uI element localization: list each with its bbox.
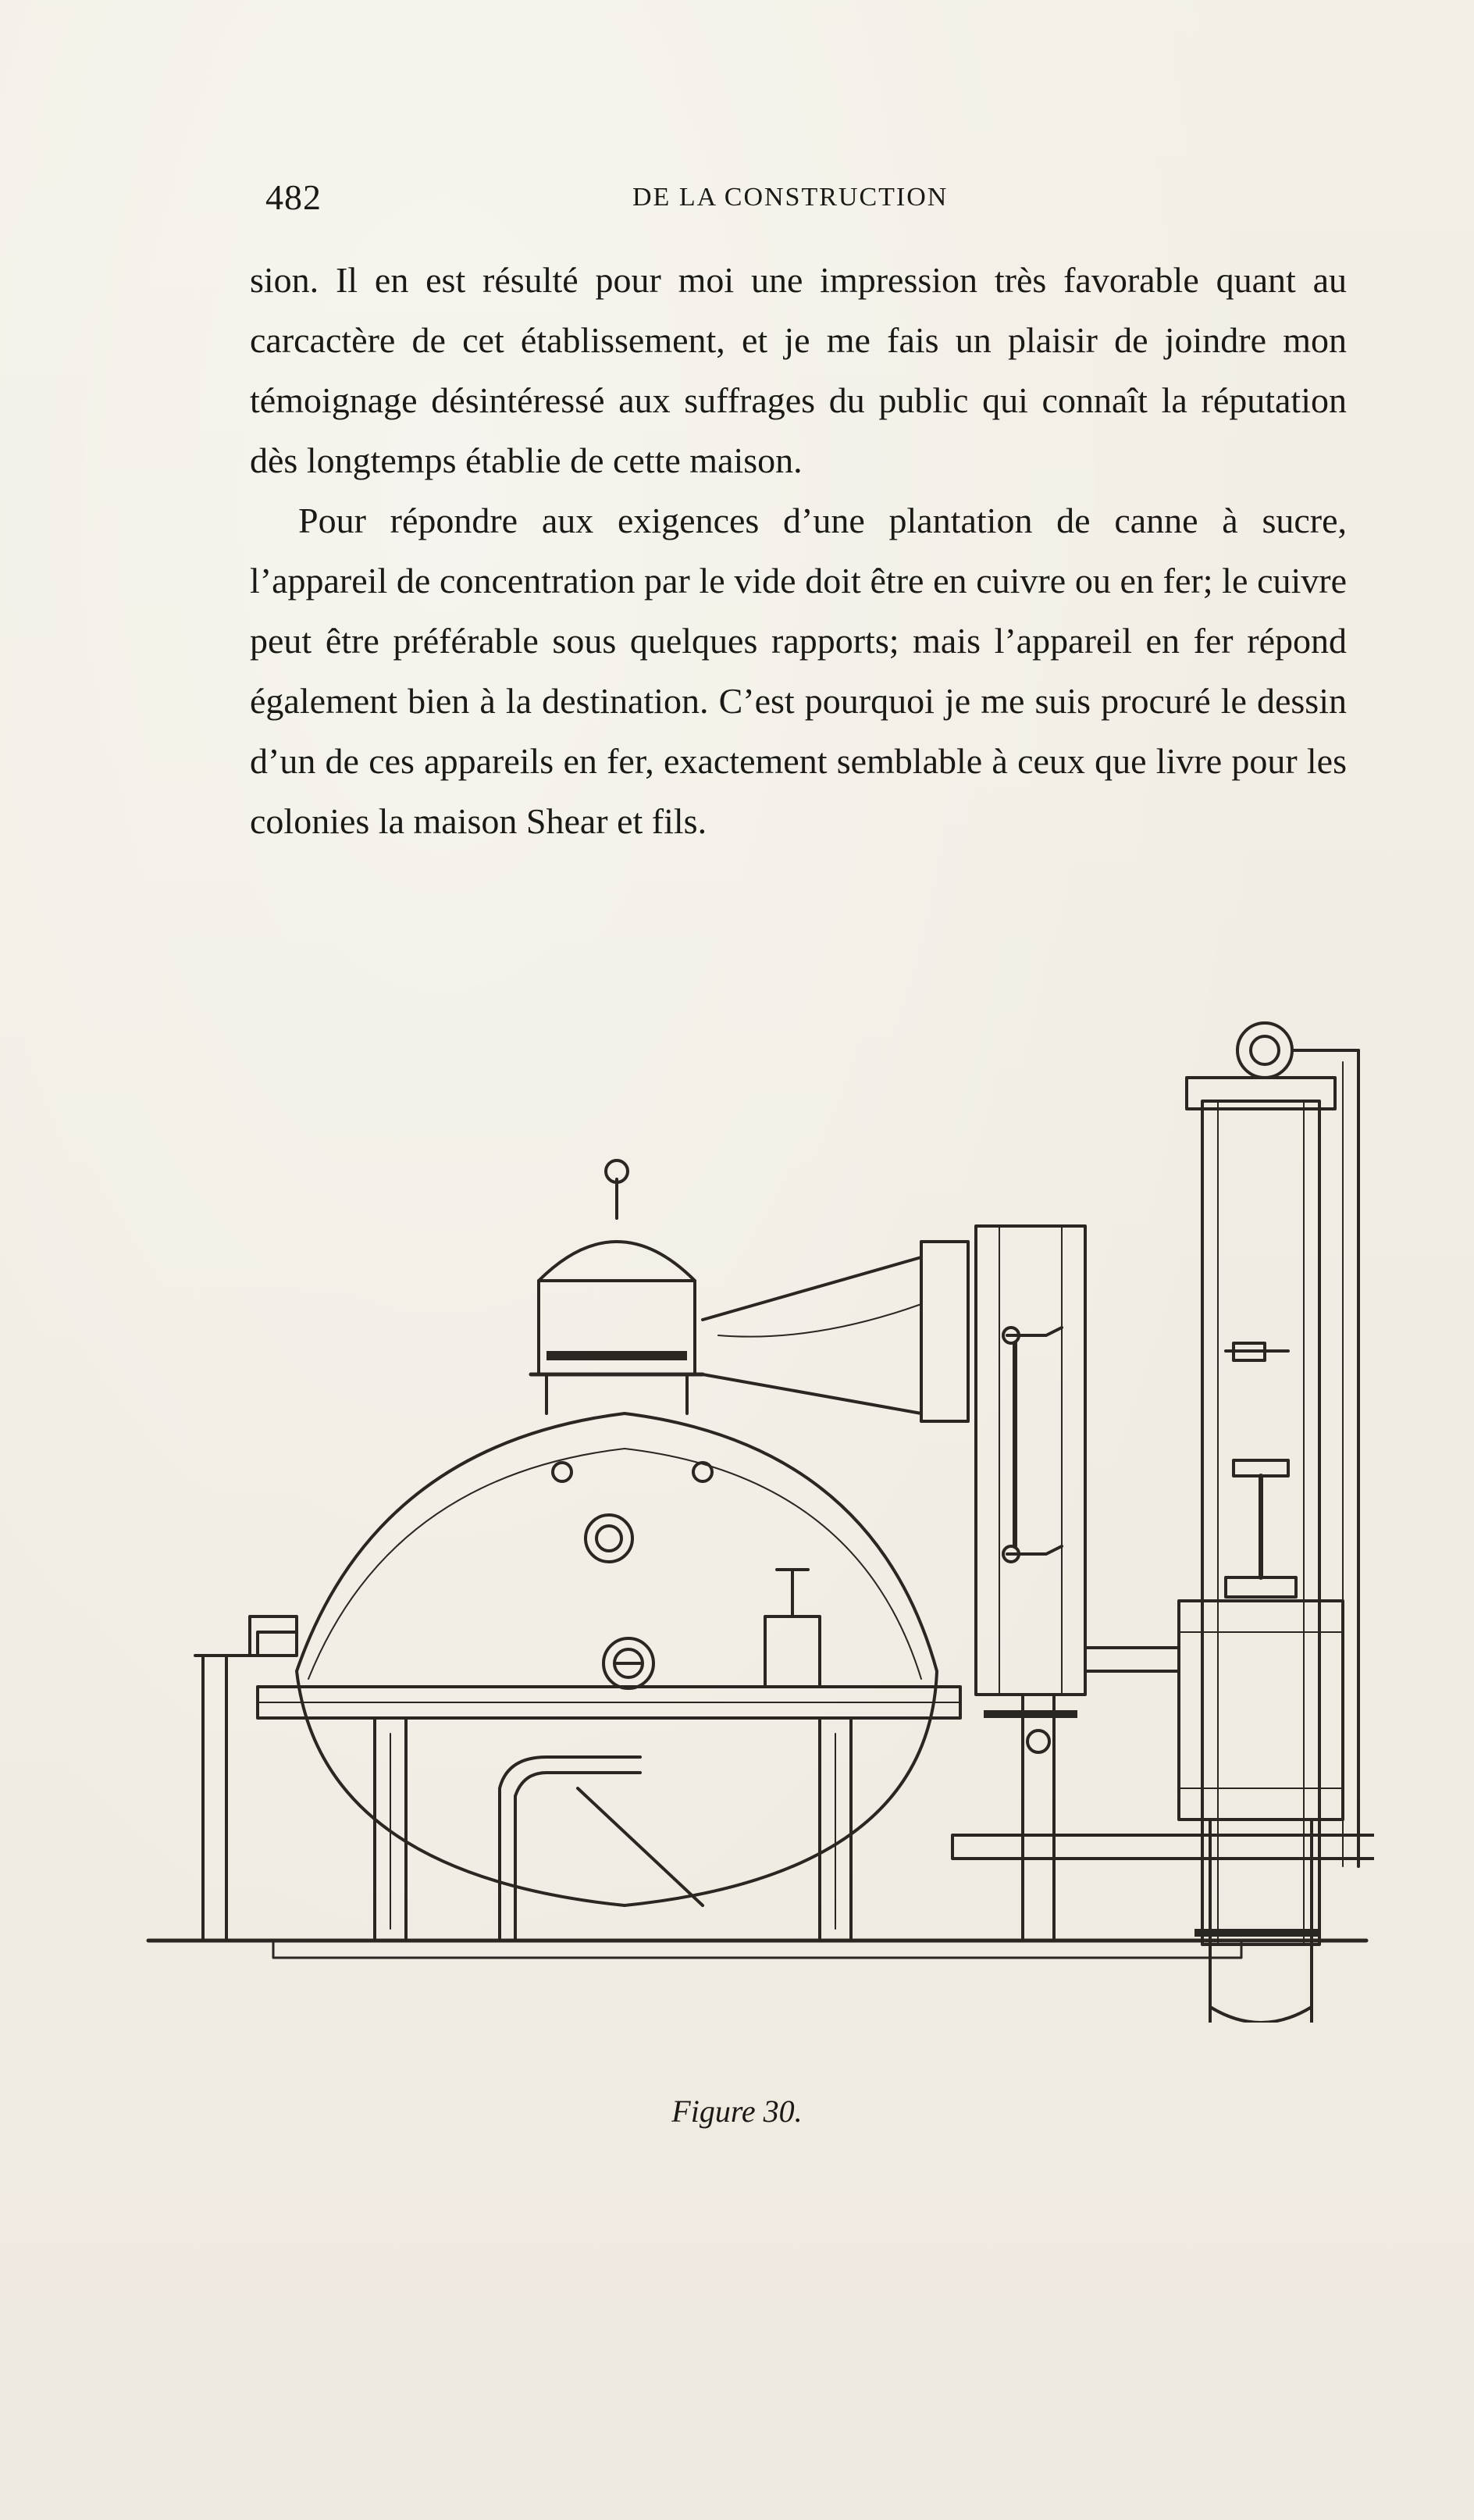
page-header bbox=[265, 176, 1347, 223]
paragraph-2: Pour répondre aux exigences d’une plantation de canne à sucre, l’appareil de concentration par le vide doit être en cuivre ou en fer; le cuivre peut être préférable sous quelques rapports; mais l’appareil en fer répond également bien à la destination. C’est pourquoi je me suis procuré le dessin d’un de ces appareils en fer, exactement semblable à ceux que livre pour les colonies la maison Shear et fils. bbox=[250, 501, 1347, 841]
paragraph-1: sion. Il en est résulté pour moi une impression très favorable quant au carcactère de cet établissement, et je me fais un plaisir de joindre mon témoignage désintéressé aux suffrages du public qui connaît la réputation dès longtemps établie de cette maison. bbox=[250, 260, 1347, 480]
body-text bbox=[250, 250, 1347, 851]
running-head: DE LA CONSTRUCTION bbox=[632, 183, 949, 212]
figure-caption: Figure 30. bbox=[671, 2094, 803, 2129]
vacuum-pan-engraving bbox=[141, 1007, 1374, 2023]
page-number: 482 bbox=[265, 177, 322, 217]
figure-illustration bbox=[141, 1007, 1374, 2023]
